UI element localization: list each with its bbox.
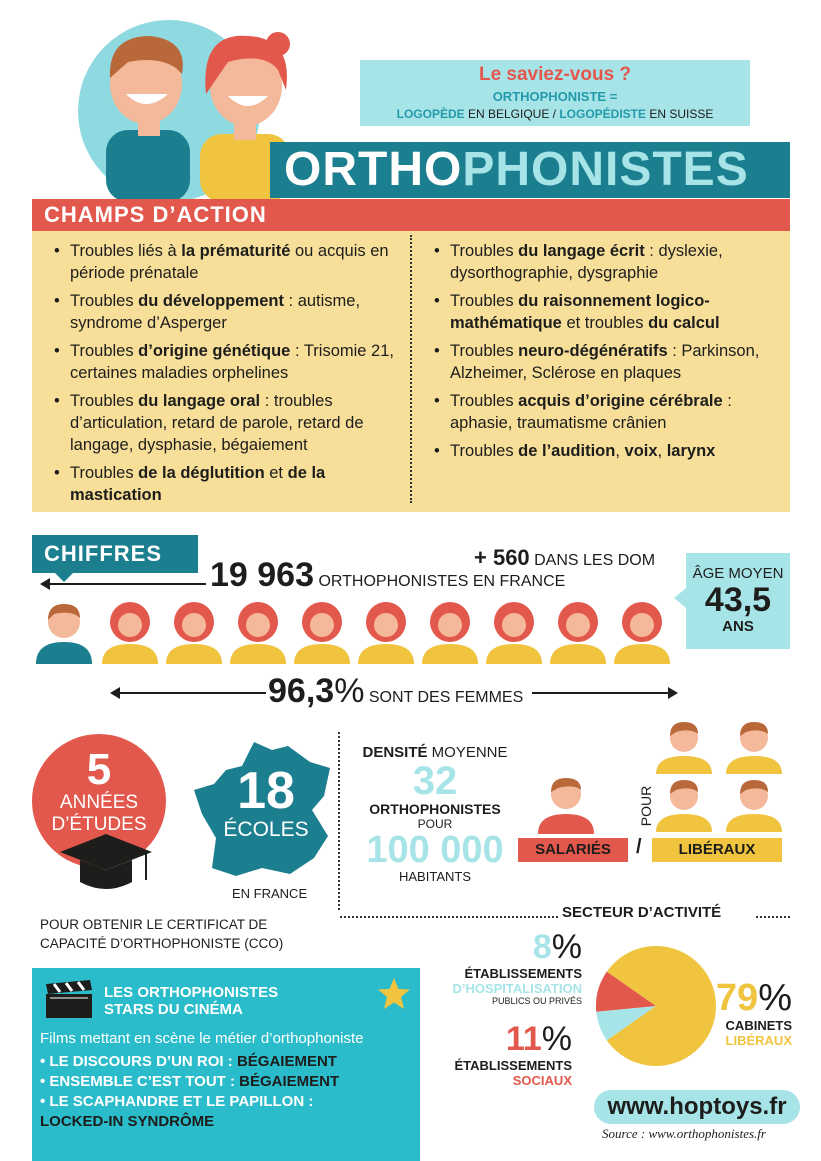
list-item: • Troubles neuro-dégénératifs : Parkinson, Alzheimer, Sclérose en plaques xyxy=(424,340,784,384)
salarie-person-icon xyxy=(536,774,596,834)
soc-block: 11% ÉTABLISSEMENTS SOCIAUX xyxy=(430,1020,572,1088)
ecoles-label: ÉCOLES xyxy=(223,818,309,841)
repartition-slash: / xyxy=(636,836,642,858)
list-item: • Troubles de la déglutition et de la mastication xyxy=(44,462,394,506)
chiffres-tail xyxy=(54,572,74,582)
saviez-line2 xyxy=(360,107,750,121)
film-item: • ENSEMBLE C’EST TOUT : BÉGAIEMENT xyxy=(40,1073,340,1090)
cinema-intro: Films mettant en scène le métier d’orthophoniste xyxy=(40,1030,364,1047)
densite-pop: 100 000 xyxy=(366,829,504,871)
age-value: 43,5 xyxy=(704,581,772,619)
people-illustration xyxy=(88,22,298,202)
age-label: ÂGE MOYEN xyxy=(692,565,784,582)
clapperboard-icon xyxy=(44,980,94,1020)
secteur-line-right xyxy=(756,916,790,918)
secteur-pie-chart xyxy=(594,944,718,1068)
chiffres-heading: CHIFFRES xyxy=(32,535,198,573)
densite-ortho: ORTHOPHONISTES xyxy=(369,801,501,817)
years-value: 5 xyxy=(86,745,112,794)
arrow-left-line xyxy=(48,583,206,585)
ecoles-content xyxy=(196,764,336,842)
liberal-persons-icon xyxy=(654,718,790,834)
saviez-vous-box xyxy=(360,60,750,126)
women-arrow-right-head xyxy=(668,687,678,699)
densite-habitants: HABITANTS xyxy=(399,869,471,884)
list-item: • Troubles de l’audition, voix, larynx xyxy=(424,440,784,462)
woman-icon xyxy=(422,602,478,664)
woman-icon xyxy=(230,602,286,664)
list-item: • Troubles du développement : autisme, syndrome d’Asperger xyxy=(44,290,394,334)
list-item: • Troubles d’origine génétique : Trisomie 21, certaines maladies orphelines xyxy=(44,340,394,384)
film-list xyxy=(40,1052,339,1132)
hosp-l1: ÉTABLISSEMENTS xyxy=(464,966,582,981)
champs-right-column xyxy=(424,240,784,468)
list-item: • Troubles acquis d’origine cérébrale : aphasie, traumatisme crânien xyxy=(424,390,784,434)
list-item: • Troubles liés à la prématurité ou acquis en période prénatale xyxy=(44,240,394,284)
film-item: • LE DISCOURS D’UN ROI : BÉGAIEMENT xyxy=(40,1053,337,1070)
total-count: 19 963 ORTHOPHONISTES EN FRANCE xyxy=(210,556,566,594)
woman-icon xyxy=(358,602,414,664)
list-item: • Troubles du langage écrit : dyslexie, dysorthographie, dysgraphie xyxy=(424,240,784,284)
repartition-pour: POUR xyxy=(638,785,655,827)
densite-divider xyxy=(338,732,340,910)
page-title xyxy=(270,142,790,198)
film-item: • LE SCAPHANDRE ET LE PAPILLON : xyxy=(40,1093,314,1110)
women-arrow-right-line xyxy=(532,692,670,694)
woman-icon xyxy=(486,602,542,664)
woman-icon xyxy=(294,602,350,664)
title-part2: PHONISTES xyxy=(462,143,749,196)
salaries-label: SALARIÉS xyxy=(518,838,628,862)
dom-count: + 560 DANS LES DOM xyxy=(474,545,656,570)
saviez-logopediste: LOGOPÉDISTE xyxy=(559,107,647,121)
densite-value: 32 xyxy=(412,759,458,803)
age-box xyxy=(686,553,790,649)
years-line1: ANNÉES xyxy=(59,792,139,813)
cab-block: 79% CABINETS LIBÉRAUX xyxy=(712,978,792,1048)
saviez-suisse: EN SUISSE xyxy=(646,107,714,121)
people-row xyxy=(32,598,678,664)
saviez-logopede: LOGOPÈDE xyxy=(396,107,465,121)
ecoles-value: 18 xyxy=(237,762,295,820)
saviez-belgique: EN BELGIQUE / xyxy=(464,107,560,121)
website-link[interactable]: www.hoptoys.fr xyxy=(594,1090,800,1124)
soc-l2: SOCIAUX xyxy=(512,1073,572,1088)
woman-icon xyxy=(102,602,158,664)
man-icon xyxy=(32,598,96,664)
cinema-title: LES ORTHOPHONISTES STARS DU CINÉMA xyxy=(104,984,279,1018)
woman-icon xyxy=(166,602,222,664)
etudes-caption: POUR OBTENIR LE CERTIFICAT DE CAPACITÉ D’ORTHOPHONISTE (CCO) xyxy=(40,917,284,951)
secteur-heading: SECTEUR D’ACTIVITÉ xyxy=(562,904,722,921)
hosp-l2: D’HOSPITALISATION xyxy=(452,981,582,996)
list-item: • Troubles du langage oral : troubles d’articulation, retard de parole, retard de langage, dysphasie, bégaiement xyxy=(44,390,394,456)
secteur-line-left xyxy=(340,916,558,918)
column-divider xyxy=(410,235,412,503)
star-icon xyxy=(376,976,412,1012)
women-icons xyxy=(100,598,680,664)
women-stat: 96,3% SONT DES FEMMES xyxy=(268,672,524,710)
saviez-title: Le saviez-vous ? xyxy=(478,64,632,85)
source-text: Source : www.orthophonistes.fr xyxy=(602,1126,766,1141)
densite-pour: POUR xyxy=(417,817,453,831)
champs-left-column xyxy=(44,240,394,512)
saviez-line1: ORTHOPHONISTE = xyxy=(492,89,618,104)
graduation-cap-icon xyxy=(58,830,154,900)
hosp-block: 8% ÉTABLISSEMENTS D’HOSPITALISATION PUBLICS OU PRIVÉS xyxy=(430,928,582,1006)
title-part1: ORTHO xyxy=(284,143,463,196)
soc-l1: ÉTABLISSEMENTS xyxy=(454,1058,572,1073)
age-unit: ANS xyxy=(722,618,754,635)
liberaux-label: LIBÉRAUX xyxy=(652,838,782,862)
film-item: LOCKED-IN SYNDRÔME xyxy=(40,1113,215,1130)
woman-icon xyxy=(614,602,670,664)
woman-icon xyxy=(550,602,606,664)
years-line2: D’ÉTUDES xyxy=(51,814,147,835)
ecoles-caption: EN FRANCE xyxy=(232,886,308,901)
women-arrow-left-line xyxy=(118,692,266,694)
densite-block: DENSITÉ MOYENNE 32 ORTHOPHONISTES POUR 100 000 HABITANTS xyxy=(350,744,520,884)
hosp-l3: PUBLICS OU PRIVÉS xyxy=(491,996,582,1006)
champs-heading: CHAMPS D’ACTION xyxy=(44,202,267,227)
list-item: • Troubles du raisonnement logico-mathématique et troubles du calcul xyxy=(424,290,784,334)
cab-l1: CABINETS xyxy=(725,1018,792,1033)
cab-l2: LIBÉRAUX xyxy=(725,1033,792,1048)
